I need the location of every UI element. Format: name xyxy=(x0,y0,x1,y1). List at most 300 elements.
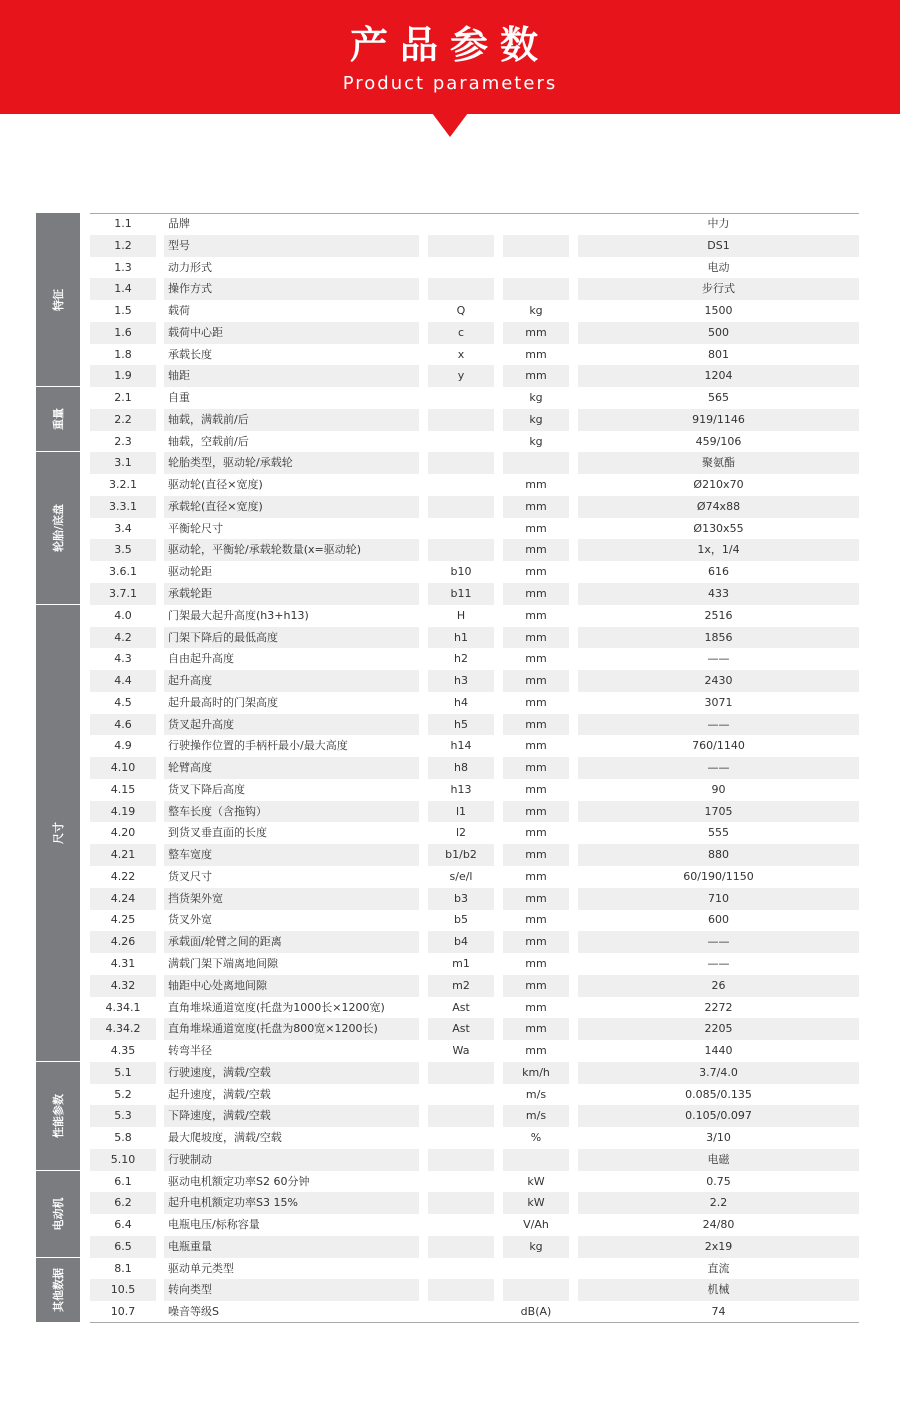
param-symbol xyxy=(428,474,494,496)
table-row xyxy=(90,1236,859,1258)
param-name: 整车长度（含拖钩） xyxy=(164,801,419,823)
param-symbol: b3 xyxy=(428,888,494,910)
row-number: 4.2 xyxy=(90,627,156,649)
param-name: 货叉起升高度 xyxy=(164,714,419,736)
param-unit: mm xyxy=(525,1000,547,1014)
row-number: 4.32 xyxy=(90,975,156,997)
param-value: Ø210x70 xyxy=(693,478,744,492)
row-number: 1.4 xyxy=(90,278,156,300)
table-row xyxy=(90,1214,859,1236)
row-number: 1.2 xyxy=(90,235,156,257)
param-value: 2272 xyxy=(704,1000,733,1014)
param-unit: mm xyxy=(503,322,569,344)
param-symbol xyxy=(428,1171,494,1193)
param-value: 直流 xyxy=(707,1261,730,1275)
param-unit: mm xyxy=(525,695,547,709)
param-symbol xyxy=(428,235,494,257)
header-banner xyxy=(0,0,900,114)
table-row xyxy=(90,670,859,692)
param-symbol xyxy=(428,213,494,235)
row-number: 5.3 xyxy=(90,1105,156,1127)
param-name: 驱动轮(直径×宽度) xyxy=(168,478,263,492)
param-unit: mm xyxy=(525,826,547,840)
param-unit xyxy=(503,1258,569,1280)
param-symbol: b11 xyxy=(428,583,494,605)
param-name: 电瓶电压/标称容量 xyxy=(168,1218,260,1232)
table-row xyxy=(90,1149,859,1171)
category-text: 电动机 xyxy=(52,1197,65,1231)
category-text: 其他数据 xyxy=(52,1267,65,1312)
param-unit: mm xyxy=(503,1018,569,1040)
param-value: 1500 xyxy=(704,304,733,318)
param-value: DS1 xyxy=(578,235,859,257)
table-row xyxy=(90,1192,859,1214)
param-symbol xyxy=(428,257,494,279)
row-number: 2.2 xyxy=(90,409,156,431)
param-unit xyxy=(503,278,569,300)
row-number: 8.1 xyxy=(114,1261,132,1275)
param-name: 行驶速度，满载/空载 xyxy=(164,1062,419,1084)
param-name: 轴距 xyxy=(164,365,419,387)
table-row xyxy=(90,605,859,627)
row-number: 4.0 xyxy=(114,608,132,622)
param-value: 2205 xyxy=(578,1018,859,1040)
param-name: 载荷 xyxy=(168,304,190,318)
param-symbol: Q xyxy=(456,304,466,318)
param-unit: mm xyxy=(525,739,547,753)
param-name: 门架最大起升高度(h3+h13) xyxy=(168,608,309,622)
param-name: 载荷中心距 xyxy=(164,322,419,344)
param-symbol: Wa xyxy=(452,1044,470,1058)
table-row xyxy=(90,1084,859,1106)
category-label xyxy=(36,387,80,452)
row-number: 4.34.2 xyxy=(90,1018,156,1040)
table-row xyxy=(90,931,859,953)
param-name: 电瓶重量 xyxy=(164,1236,419,1258)
param-symbol xyxy=(428,1258,494,1280)
param-symbol: h1 xyxy=(428,627,494,649)
param-name: 型号 xyxy=(164,235,419,257)
param-unit: % xyxy=(530,1131,542,1145)
table-row xyxy=(90,801,859,823)
row-number: 4.10 xyxy=(90,757,156,779)
table-row xyxy=(90,496,859,518)
param-unit: mm xyxy=(503,888,569,910)
param-symbol: b5 xyxy=(454,913,468,927)
param-value: 2516 xyxy=(704,608,733,622)
param-value: 中力 xyxy=(707,217,730,230)
param-symbol: Ast xyxy=(452,1000,470,1014)
table-row xyxy=(90,539,859,561)
param-unit: mm xyxy=(503,365,569,387)
table-row xyxy=(90,409,859,431)
row-number: 3.3.1 xyxy=(90,496,156,518)
param-value: 760/1140 xyxy=(692,739,745,753)
row-number: 10.7 xyxy=(110,1305,136,1319)
row-number: 5.8 xyxy=(114,1131,132,1145)
param-symbol: h3 xyxy=(428,670,494,692)
param-name: 行驶操作位置的手柄杆最小/最大高度 xyxy=(168,739,348,753)
param-value: 1x，1/4 xyxy=(578,539,859,561)
param-name: 起升最高时的门架高度 xyxy=(168,695,278,709)
row-number: 2.3 xyxy=(114,434,132,448)
param-unit: mm xyxy=(525,478,547,492)
row-number: 4.35 xyxy=(110,1044,136,1058)
table-row xyxy=(90,779,859,801)
param-value: 616 xyxy=(708,565,729,579)
param-unit: mm xyxy=(503,714,569,736)
param-value: 433 xyxy=(578,583,859,605)
table-row xyxy=(90,1301,859,1323)
param-symbol xyxy=(428,1127,494,1149)
param-value: 3.7/4.0 xyxy=(578,1062,859,1084)
category-label xyxy=(36,1062,80,1171)
row-number: 1.1 xyxy=(114,217,132,230)
table-row xyxy=(90,1018,859,1040)
param-value: 0.105/0.097 xyxy=(578,1105,859,1127)
table-row xyxy=(90,322,859,344)
param-symbol: y xyxy=(428,365,494,387)
table-row xyxy=(90,1040,859,1062)
param-name: 自由起升高度 xyxy=(168,652,234,666)
param-name: 驱动轮距 xyxy=(168,565,212,579)
table-row xyxy=(90,997,859,1019)
param-value: —— xyxy=(707,957,730,970)
category-text: 重量 xyxy=(52,408,65,431)
param-value: 1856 xyxy=(578,627,859,649)
param-symbol: m1 xyxy=(452,957,470,970)
row-number: 5.1 xyxy=(90,1062,156,1084)
param-unit: mm xyxy=(525,782,547,796)
table-row xyxy=(90,1171,859,1193)
param-unit: V/Ah xyxy=(523,1218,549,1232)
param-name: 轴距中心处离地间隙 xyxy=(164,975,419,997)
table-row xyxy=(90,257,859,279)
param-symbol: Ast xyxy=(428,1018,494,1040)
param-unit: kg xyxy=(529,304,543,318)
param-unit xyxy=(503,1149,569,1171)
category-text: 特征 xyxy=(52,288,65,311)
row-number: 3.5 xyxy=(90,539,156,561)
param-symbol xyxy=(428,1214,494,1236)
param-value: 60/190/1150 xyxy=(683,869,754,883)
param-symbol xyxy=(428,1192,494,1214)
table-row xyxy=(90,1105,859,1127)
param-name: 货叉外宽 xyxy=(168,913,212,927)
param-name: 轮臂高度 xyxy=(164,757,419,779)
param-unit: mm xyxy=(503,931,569,953)
table-row xyxy=(90,518,859,540)
param-name: 到货叉垂直面的长度 xyxy=(168,826,267,840)
param-value: —— xyxy=(578,714,859,736)
table-row xyxy=(90,844,859,866)
param-symbol: b10 xyxy=(450,565,472,579)
param-name: 承载面/轮臂之间的距离 xyxy=(164,931,419,953)
param-name: 驱动轮，平衡轮/承载轮数量(x=驱动轮) xyxy=(164,539,419,561)
category-label xyxy=(36,1171,80,1258)
param-name: 噪音等级S xyxy=(168,1305,219,1319)
param-value: —— xyxy=(578,757,859,779)
table-row xyxy=(90,365,859,387)
table-row xyxy=(90,953,859,975)
param-name: 起升高度 xyxy=(164,670,419,692)
param-symbol xyxy=(428,1084,494,1106)
param-unit: kW xyxy=(527,1174,545,1188)
table-row xyxy=(90,278,859,300)
param-unit: km/h xyxy=(503,1062,569,1084)
row-number: 6.5 xyxy=(90,1236,156,1258)
param-unit xyxy=(503,213,569,235)
param-name: 承载轮距 xyxy=(164,583,419,605)
param-name: 门架下降后的最低高度 xyxy=(164,627,419,649)
param-value: 2x19 xyxy=(578,1236,859,1258)
param-symbol: l2 xyxy=(455,826,467,840)
table-row xyxy=(90,692,859,714)
row-number: 4.5 xyxy=(114,695,132,709)
param-value: 90 xyxy=(711,782,726,796)
row-number: 2.1 xyxy=(114,391,132,405)
row-number: 5.2 xyxy=(114,1087,132,1101)
row-number: 4.20 xyxy=(110,826,136,840)
param-name: 平衡轮尺寸 xyxy=(168,521,223,535)
param-value: 电动 xyxy=(707,260,730,274)
category-text: 性能参数 xyxy=(52,1093,65,1138)
param-symbol xyxy=(428,1236,494,1258)
param-symbol: b1/b2 xyxy=(428,844,494,866)
table-row xyxy=(90,627,859,649)
param-name: 品牌 xyxy=(168,217,190,230)
table-row xyxy=(90,822,859,844)
row-number: 4.19 xyxy=(90,801,156,823)
param-value: 机械 xyxy=(578,1279,859,1301)
param-name: 直角堆垛通道宽度(托盘为1000长×1200宽) xyxy=(168,1000,385,1014)
param-symbol xyxy=(428,496,494,518)
param-name: 承载轮(直径×宽度) xyxy=(164,496,419,518)
param-unit: mm xyxy=(525,652,547,666)
param-name: 挡货架外宽 xyxy=(164,888,419,910)
table-row xyxy=(90,213,859,235)
param-name: 转弯半径 xyxy=(168,1044,212,1058)
param-value: 565 xyxy=(708,391,729,405)
row-number: 4.3 xyxy=(114,652,132,666)
param-name: 货叉尺寸 xyxy=(168,869,212,883)
row-number: 4.22 xyxy=(110,869,136,883)
param-symbol: c xyxy=(428,322,494,344)
row-number: 4.6 xyxy=(90,714,156,736)
page-subtitle: Product parameters xyxy=(342,73,558,94)
param-name: 轮胎类型，驱动轮/承载轮 xyxy=(164,452,419,474)
param-unit: mm xyxy=(525,608,547,622)
param-name: 驱动电机额定功率S2 60分钟 xyxy=(168,1174,310,1188)
param-unit: mm xyxy=(503,496,569,518)
param-symbol xyxy=(428,1301,494,1323)
table-row xyxy=(90,431,859,453)
param-name: 下降速度，满载/空载 xyxy=(164,1105,419,1127)
param-name: 转向类型 xyxy=(164,1279,419,1301)
param-unit xyxy=(503,1279,569,1301)
param-symbol: h5 xyxy=(428,714,494,736)
param-value: 1705 xyxy=(578,801,859,823)
row-number: 6.4 xyxy=(114,1218,132,1232)
row-number: 6.1 xyxy=(114,1174,132,1188)
param-symbol: b4 xyxy=(428,931,494,953)
param-value: Ø130x55 xyxy=(693,521,744,535)
table-row xyxy=(90,1062,859,1084)
table-row xyxy=(90,474,859,496)
row-number: 4.24 xyxy=(90,888,156,910)
param-name: 承载长度 xyxy=(168,347,212,361)
param-unit: mm xyxy=(503,539,569,561)
param-value: 聚氨酯 xyxy=(578,452,859,474)
param-value: 500 xyxy=(578,322,859,344)
param-name: 直角堆垛通道宽度(托盘为800宽×1200长) xyxy=(164,1018,419,1040)
param-unit xyxy=(503,235,569,257)
param-symbol xyxy=(428,431,494,453)
param-name: 最大爬坡度，满载/空载 xyxy=(168,1131,282,1145)
param-symbol: h2 xyxy=(454,652,468,666)
row-number: 4.31 xyxy=(110,957,136,970)
table-row xyxy=(90,583,859,605)
param-unit: mm xyxy=(503,670,569,692)
param-unit: mm xyxy=(503,583,569,605)
param-unit: m/s xyxy=(503,1105,569,1127)
table-row xyxy=(90,714,859,736)
category-label xyxy=(36,452,80,604)
param-value: 2430 xyxy=(578,670,859,692)
param-value: 710 xyxy=(578,888,859,910)
param-symbol: m2 xyxy=(428,975,494,997)
param-value: Ø74x88 xyxy=(578,496,859,518)
param-value: —— xyxy=(578,931,859,953)
table-row xyxy=(90,975,859,997)
param-symbol xyxy=(428,539,494,561)
param-value: 801 xyxy=(708,347,729,361)
banner-arrow xyxy=(432,113,468,137)
row-number: 4.34.1 xyxy=(105,1000,141,1014)
param-symbol xyxy=(428,452,494,474)
param-symbol: h14 xyxy=(450,739,472,753)
row-number: 4.15 xyxy=(110,782,136,796)
param-unit: mm xyxy=(525,913,547,927)
parameter-table xyxy=(36,213,859,1323)
param-symbol: s/e/l xyxy=(449,869,473,883)
param-value: 26 xyxy=(578,975,859,997)
param-unit: mm xyxy=(525,521,547,535)
row-number: 4.21 xyxy=(90,844,156,866)
param-unit: mm xyxy=(525,347,547,361)
category-text: 尺寸 xyxy=(52,821,65,844)
param-unit xyxy=(503,257,569,279)
param-name: 起升电机额定功率S3 15% xyxy=(164,1192,419,1214)
category-label xyxy=(36,213,80,387)
table-row xyxy=(90,1279,859,1301)
table-row xyxy=(90,452,859,474)
table-row xyxy=(90,888,859,910)
param-unit: mm xyxy=(503,627,569,649)
param-name: 满载门架下端离地间隙 xyxy=(168,957,278,970)
param-symbol xyxy=(428,409,494,431)
param-symbol xyxy=(428,1279,494,1301)
table-row xyxy=(90,735,859,757)
table-row xyxy=(90,757,859,779)
table-row xyxy=(90,235,859,257)
param-symbol: h4 xyxy=(454,695,468,709)
param-value: 459/106 xyxy=(695,434,742,448)
table-row xyxy=(90,909,859,931)
param-name: 驱动单元类型 xyxy=(168,1261,234,1275)
param-unit: mm xyxy=(525,957,547,970)
param-symbol: l1 xyxy=(428,801,494,823)
row-number: 1.9 xyxy=(90,365,156,387)
param-name: 整车宽度 xyxy=(164,844,419,866)
param-value: 74 xyxy=(711,1305,726,1319)
table-row xyxy=(90,1127,859,1149)
param-symbol xyxy=(428,387,494,409)
table-row xyxy=(90,300,859,322)
param-value: 2.2 xyxy=(578,1192,859,1214)
row-number: 4.9 xyxy=(114,739,132,753)
param-value: 555 xyxy=(708,826,729,840)
param-symbol xyxy=(428,1105,494,1127)
param-value: 3/10 xyxy=(706,1131,731,1145)
param-unit: mm xyxy=(503,801,569,823)
table-row xyxy=(90,561,859,583)
row-number: 1.3 xyxy=(114,260,132,274)
param-value: 600 xyxy=(708,913,729,927)
row-number: 1.6 xyxy=(90,322,156,344)
param-symbol xyxy=(428,1149,494,1171)
param-unit: kg xyxy=(529,391,543,405)
param-name: 操作方式 xyxy=(164,278,419,300)
param-name: 行驶制动 xyxy=(164,1149,419,1171)
param-unit: kg xyxy=(503,409,569,431)
param-value: 3071 xyxy=(704,695,733,709)
param-symbol: h13 xyxy=(450,782,472,796)
row-number: 4.4 xyxy=(90,670,156,692)
table-row xyxy=(90,1258,859,1280)
row-number: 10.5 xyxy=(90,1279,156,1301)
param-unit: kg xyxy=(529,434,543,448)
param-unit: dB(A) xyxy=(520,1305,552,1319)
row-number: 3.4 xyxy=(114,521,132,535)
param-name: 货叉下降后高度 xyxy=(168,782,245,796)
table-row xyxy=(90,866,859,888)
param-unit: kW xyxy=(503,1192,569,1214)
param-value: 919/1146 xyxy=(578,409,859,431)
param-unit: mm xyxy=(525,869,547,883)
category-label xyxy=(36,1258,80,1323)
row-number: 1.8 xyxy=(114,347,132,361)
param-unit: kg xyxy=(503,1236,569,1258)
category-text: 轮胎/底盘 xyxy=(52,504,65,553)
param-value: 步行式 xyxy=(578,278,859,300)
row-number: 6.2 xyxy=(90,1192,156,1214)
param-unit: mm xyxy=(525,1044,547,1058)
row-number: 4.25 xyxy=(110,913,136,927)
param-symbol: h8 xyxy=(428,757,494,779)
page-title: 产品参数 xyxy=(349,23,550,67)
param-value: 880 xyxy=(578,844,859,866)
param-unit xyxy=(503,452,569,474)
category-label xyxy=(36,605,80,1062)
table-row xyxy=(90,344,859,366)
param-value: 24/80 xyxy=(702,1218,735,1232)
param-value: 1440 xyxy=(704,1044,733,1058)
param-symbol: H xyxy=(456,608,466,622)
param-symbol: x xyxy=(457,347,465,361)
param-symbol xyxy=(428,1062,494,1084)
row-number: 3.1 xyxy=(90,452,156,474)
